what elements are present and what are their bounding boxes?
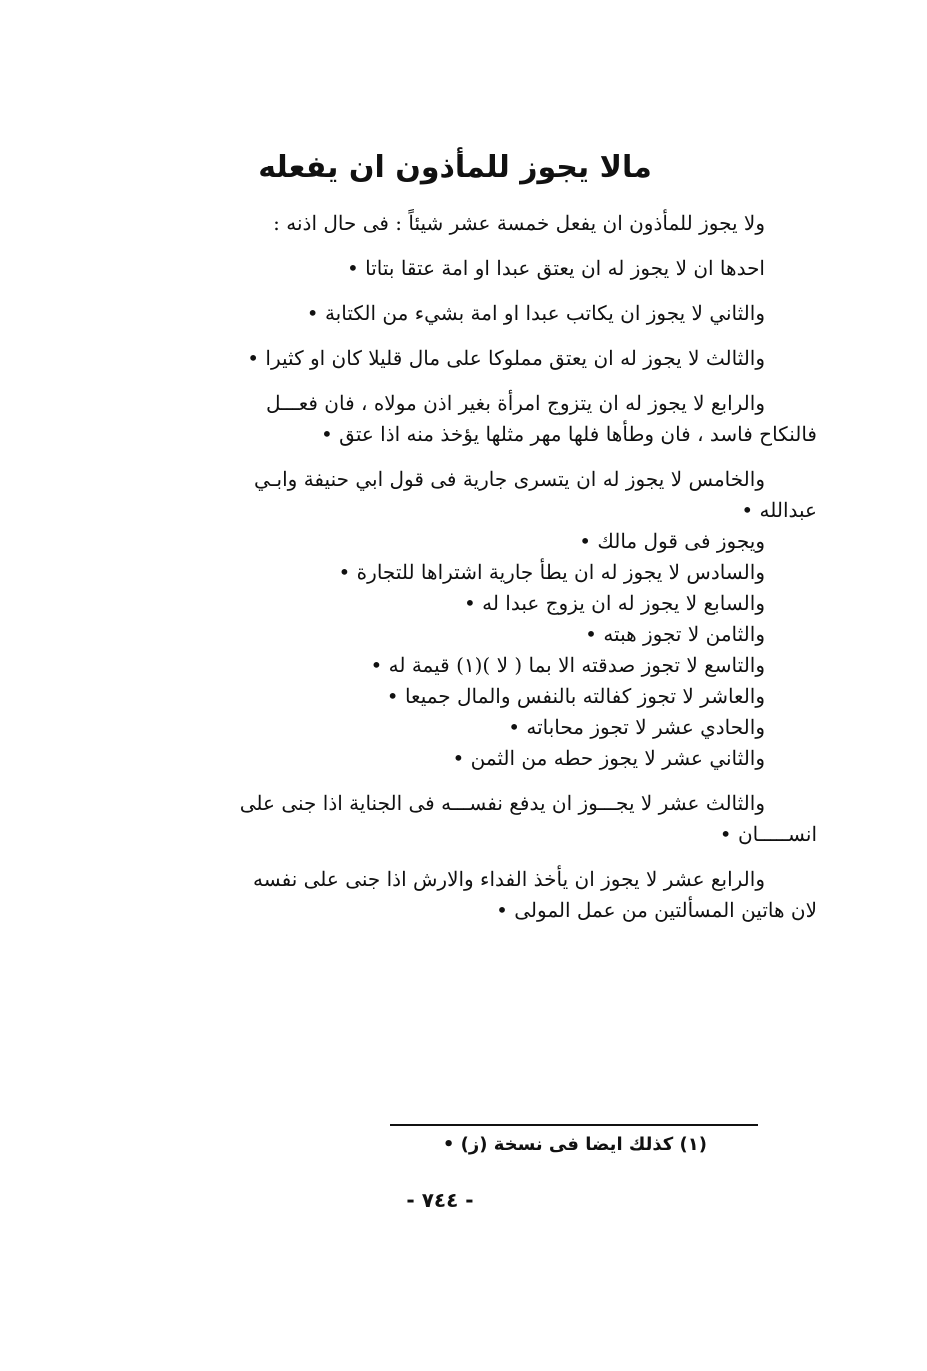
paragraph-sixth: والسادس لا يجوز له ان يطأ جارية اشتراها للتجارة • xyxy=(338,560,765,584)
paragraph-thirteenth: والثالث عشر لا يجـــوز ان يدفع نفســـه فى الجناية اذا جنى على xyxy=(239,791,765,815)
paragraph-malik: ويجوز فى قول مالك • xyxy=(579,529,765,553)
paragraph-tenth: والعاشر لا تجوز كفالته بالنفس والمال جميعا • xyxy=(386,684,765,708)
footnote-divider xyxy=(390,1124,758,1126)
paragraph-eighth: والثامن لا تجوز هبته • xyxy=(585,622,765,646)
paragraph-first: احدها ان لا يجوز له ان يعتق عبدا او امة عتقا بتاتا • xyxy=(346,256,765,280)
body-text xyxy=(125,208,817,926)
footnote: (١) كذلك ايضا فى نسخة (ز) • xyxy=(442,1134,707,1155)
paragraph-second: والثاني لا يجوز ان يكاتب عبدا او امة بشيء من الكتابة • xyxy=(306,301,765,325)
paragraph-ninth: والتاسع لا تجوز صدقته الا بما ( لا )(١) قيمة له • xyxy=(370,653,765,677)
paragraph-fifth: والخامس لا يجوز له ان يتسرى جارية فى قول ابي حنيفة وابـي xyxy=(254,467,765,491)
page-number: - ٧٤٤ - xyxy=(406,1188,474,1212)
paragraph-intro: ولا يجوز للمأذون ان يفعل خمسة عشر شيئاً : فى حال اذنه : xyxy=(273,211,765,235)
page-title: مالا يجوز للمأذون ان يفعله xyxy=(258,150,652,185)
paragraph-fourteenth-continued: لان هاتين المسألتين من عمل المولى • xyxy=(496,898,817,922)
paragraph-eleventh: والحادي عشر لا تجوز محاباته • xyxy=(508,715,765,739)
paragraph-thirteenth-continued: انســـــان • xyxy=(719,822,817,846)
paragraph-fourth: والرابع لا يجوز له ان يتزوج امرأة بغير اذن مولاه ، فان فعـــل xyxy=(266,391,765,415)
paragraph-fourth-continued: فالنكاح فاسد ، فان وطأها فلها مهر مثلها يؤخذ منه اذا عتق • xyxy=(321,422,817,446)
paragraph-fifth-continued: عبدالله • xyxy=(741,498,817,522)
paragraph-third: والثالث لا يجوز له ان يعتق مملوكا على مال قليلا كان او كثيرا • xyxy=(247,346,765,370)
paragraph-fourteenth: والرابع عشر لا يجوز ان يأخذ الفداء والارش اذا جنى على نفسه xyxy=(253,867,765,891)
paragraph-seventh: والسابع لا يجوز له ان يزوج عبدا له • xyxy=(463,591,765,615)
paragraph-twelfth: والثاني عشر لا يجوز حطه من الثمن • xyxy=(452,746,765,770)
